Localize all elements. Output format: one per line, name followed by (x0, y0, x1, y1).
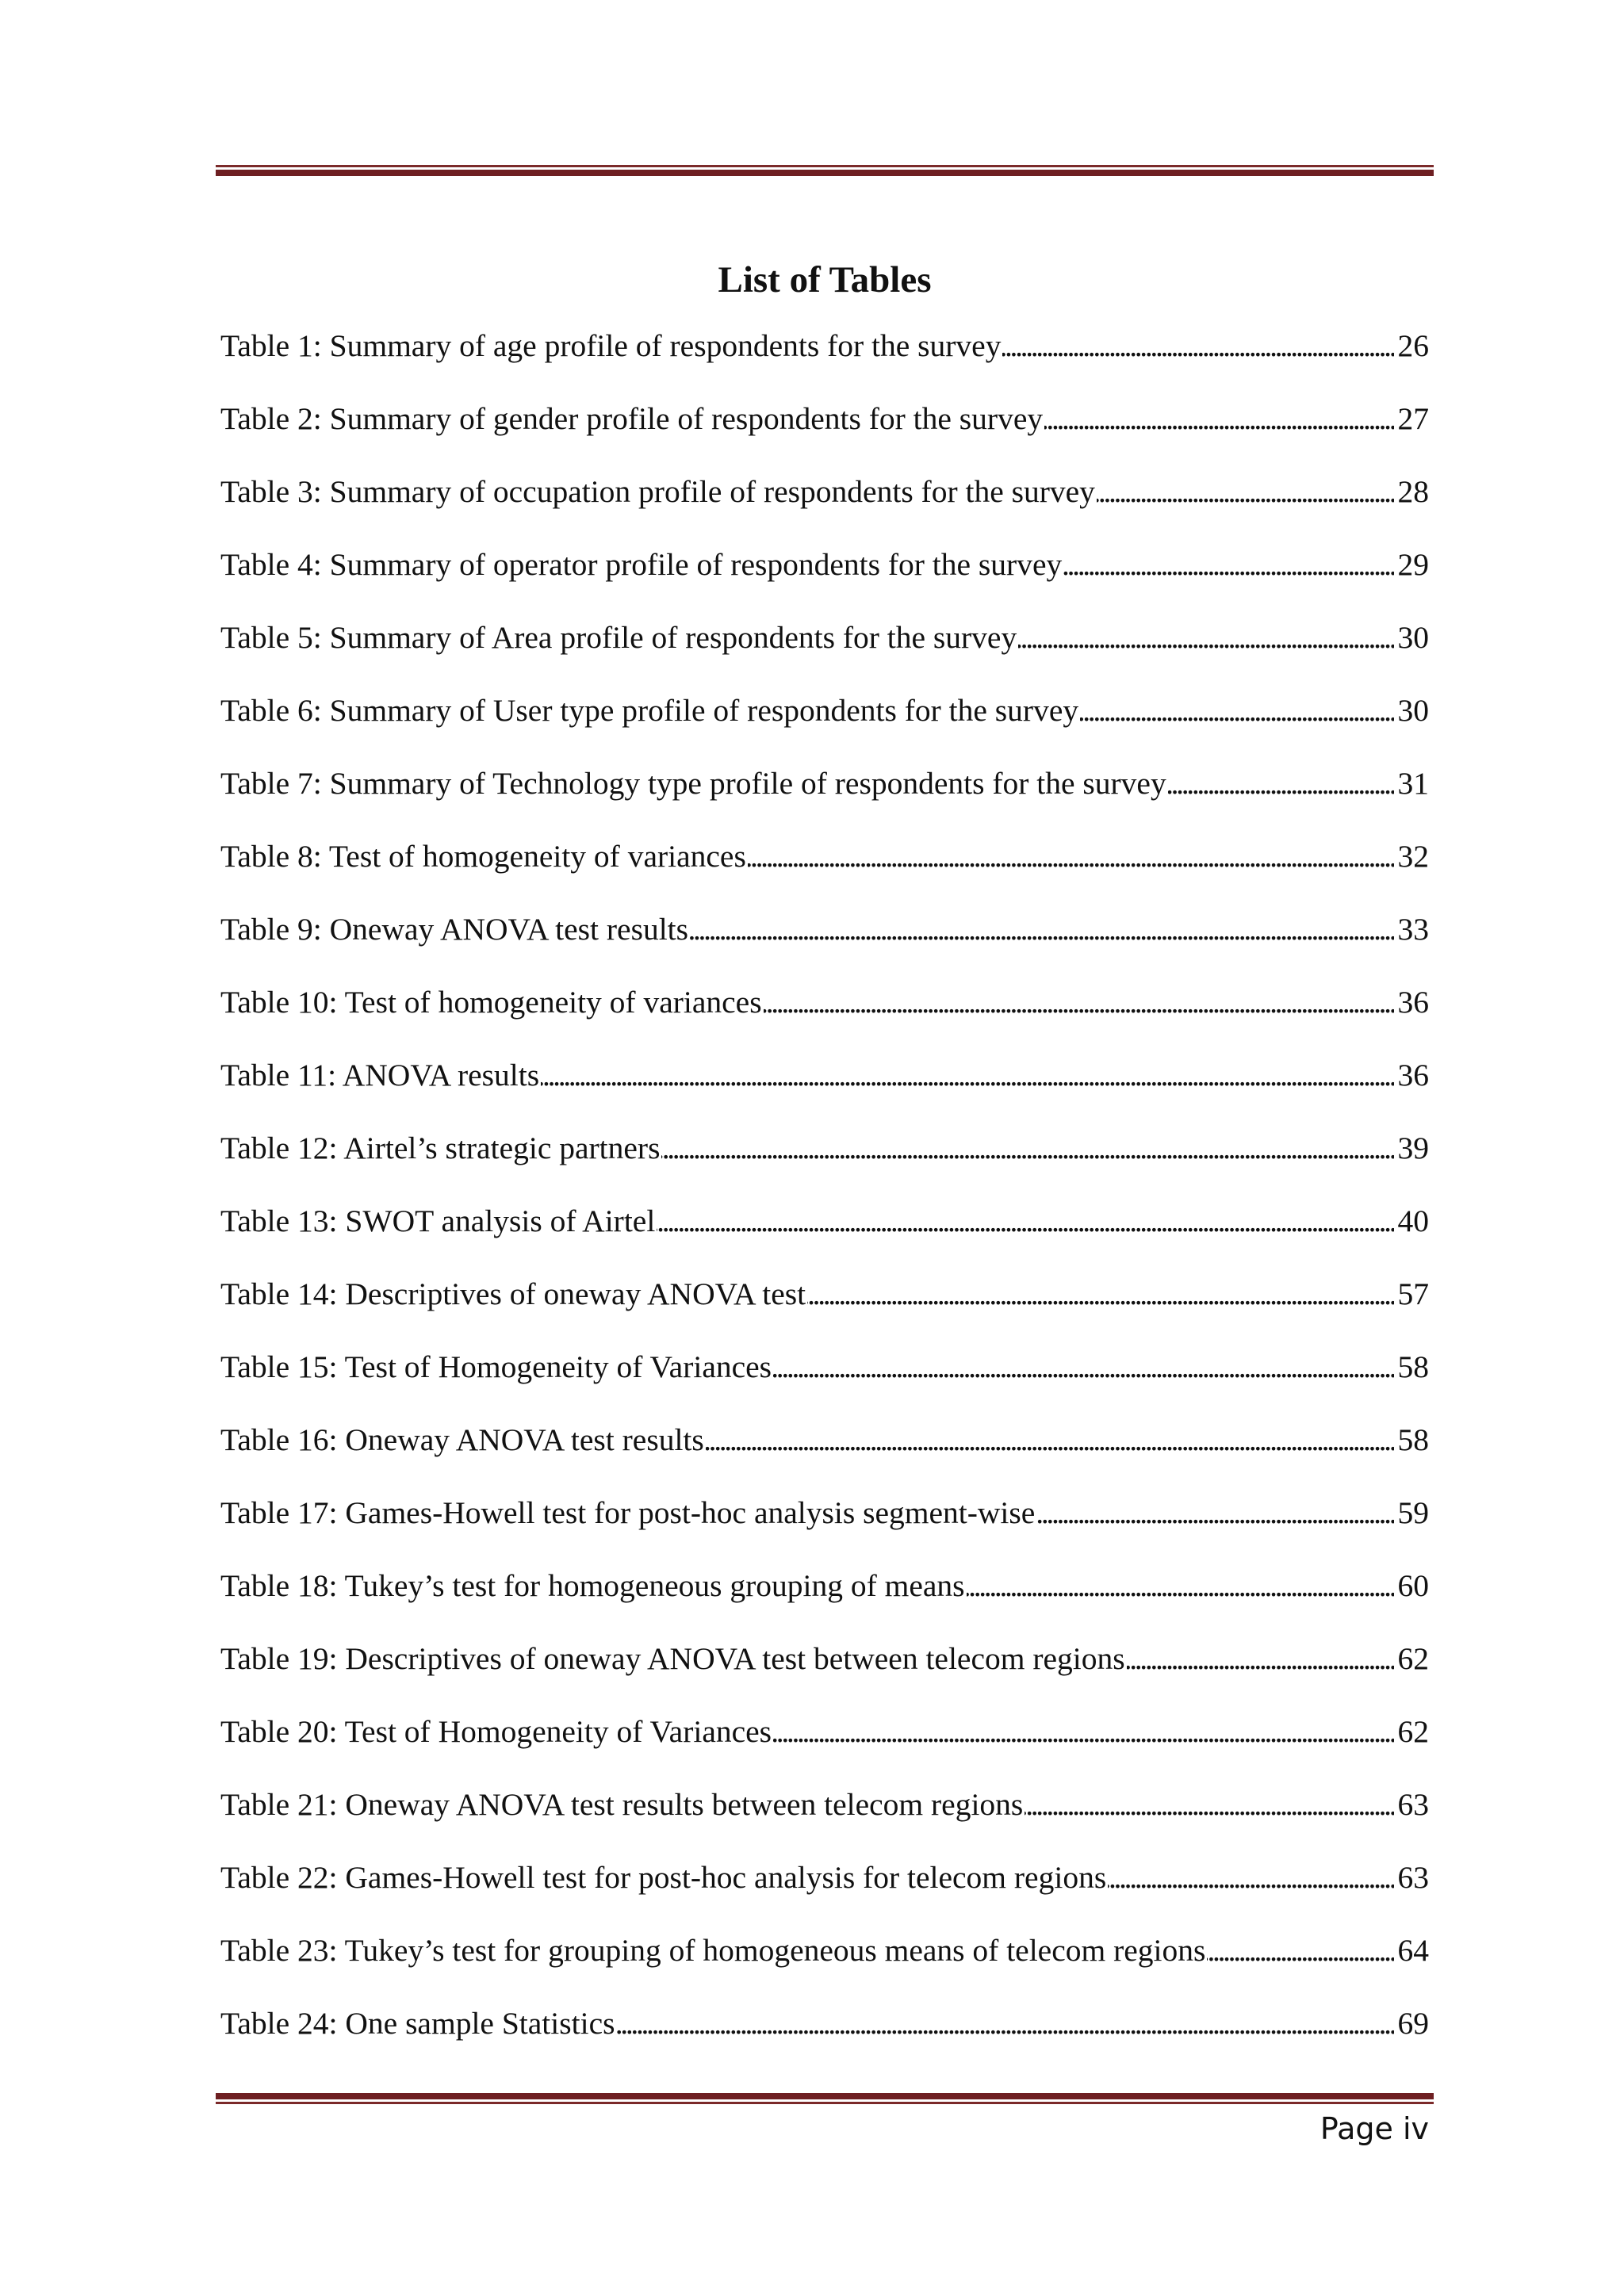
toc-entry[interactable] (220, 1695, 1429, 1768)
toc-entry-page-number: 33 (1397, 912, 1429, 947)
toc-entry-page-number: 29 (1397, 547, 1429, 582)
header-rule-thick-line (216, 170, 1434, 176)
toc-entry-page-number: 64 (1397, 1933, 1429, 1968)
page-number-footer: Page iv (1320, 2111, 1429, 2146)
toc-dot-leader (807, 1274, 1394, 1314)
toc-entry-page-number: 30 (1397, 620, 1429, 655)
toc-entry-page-number: 58 (1397, 1349, 1429, 1384)
toc-dot-leader (1036, 1493, 1394, 1533)
toc-entry[interactable] (220, 747, 1429, 820)
toc-entry-page-number: 26 (1397, 328, 1429, 363)
toc-entry-label: Table 17: Games-Howell test for post-hoc analysis segment-wise (220, 1495, 1036, 1530)
toc-dot-leader (1002, 326, 1394, 365)
toc-entry-label: Table 19: Descriptives of oneway ANOVA test between telecom regions (220, 1641, 1125, 1676)
toc-dot-leader (657, 1201, 1394, 1241)
toc-dot-leader (1063, 545, 1394, 584)
toc-entry-page-number: 62 (1397, 1714, 1429, 1749)
toc-entry-label: Table 14: Descriptives of oneway ANOVA test (220, 1276, 806, 1311)
toc-entry-page-number: 58 (1397, 1422, 1429, 1457)
toc-entry-page-number: 62 (1397, 1641, 1429, 1676)
toc-dot-leader (661, 1128, 1394, 1168)
toc-entry[interactable] (220, 455, 1429, 528)
footer-rule (216, 2093, 1434, 2106)
toc-dot-leader (541, 1055, 1394, 1095)
toc-dot-leader (690, 909, 1394, 949)
toc-entry[interactable] (220, 1112, 1429, 1184)
toc-entry-page-number: 57 (1397, 1276, 1429, 1311)
toc-entry[interactable] (220, 1914, 1429, 1987)
footer-rule-thin-line (216, 2102, 1434, 2104)
toc-entry-page-number: 28 (1397, 474, 1429, 509)
toc-entry-label: Table 9: Oneway ANOVA test results (220, 912, 689, 947)
toc-entry-page-number: 39 (1397, 1131, 1429, 1165)
toc-entry-label: Table 6: Summary of User type profile of respondents for the survey (220, 693, 1079, 728)
toc-entry[interactable] (220, 1257, 1429, 1330)
toc-entry[interactable] (220, 1622, 1429, 1695)
toc-dot-leader (1025, 1785, 1394, 1824)
toc-entry-page-number: 60 (1397, 1568, 1429, 1603)
header-rule-thin-line (216, 165, 1434, 167)
toc-entry[interactable] (220, 893, 1429, 966)
toc-entry-page-number: 36 (1397, 1058, 1429, 1093)
toc-dot-leader (773, 1712, 1394, 1751)
toc-entry-label: Table 4: Summary of operator profile of respondents for the survey (220, 547, 1063, 582)
toc-entry-label: Table 3: Summary of occupation profile of respondents for the survey (220, 474, 1095, 509)
toc-entry-page-number: 63 (1397, 1860, 1429, 1895)
toc-entry[interactable] (220, 966, 1429, 1039)
toc-entry-page-number: 36 (1397, 985, 1429, 1020)
toc-entry[interactable] (220, 1330, 1429, 1403)
toc-dot-leader (616, 2003, 1394, 2043)
toc-dot-leader (1044, 399, 1394, 438)
toc-entry[interactable] (220, 1184, 1429, 1257)
toc-entry-label: Table 18: Tukey’s test for homogeneous grouping of means (220, 1568, 965, 1603)
toc-dot-leader (967, 1566, 1394, 1605)
toc-entry[interactable] (220, 1039, 1429, 1112)
header-rule (216, 165, 1434, 178)
toc-entry-label: Table 22: Games-Howell test for post-hoc analysis for telecom regions (220, 1860, 1107, 1895)
toc-entry-label: Table 8: Test of homogeneity of variances (220, 839, 746, 874)
toc-entry-page-number: 63 (1397, 1787, 1429, 1822)
toc-entry-label: Table 2: Summary of gender profile of respondents for the survey (220, 401, 1044, 436)
toc-dot-leader (1127, 1639, 1394, 1678)
toc-entry-page-number: 40 (1397, 1203, 1429, 1238)
toc-entry[interactable] (220, 674, 1429, 747)
toc-dot-leader (1097, 472, 1394, 511)
toc-dot-leader (1080, 691, 1394, 730)
toc-entry-label: Table 11: ANOVA results (220, 1058, 540, 1093)
toc-entry[interactable] (220, 1841, 1429, 1914)
toc-dot-leader (748, 836, 1394, 876)
toc-dot-leader (1018, 618, 1394, 657)
toc-entry[interactable] (220, 820, 1429, 893)
toc-entry[interactable] (220, 1549, 1429, 1622)
toc-dot-leader (764, 982, 1394, 1022)
toc-entry-label: Table 16: Oneway ANOVA test results (220, 1422, 704, 1457)
toc-entry-label: Table 13: SWOT analysis of Airtel (220, 1203, 656, 1238)
toc-entry[interactable] (220, 528, 1429, 601)
toc-dot-leader (706, 1420, 1394, 1460)
toc-dot-leader (1168, 763, 1394, 803)
toc-entry-label: Table 24: One sample Statistics (220, 2006, 615, 2041)
toc-entry-page-number: 30 (1397, 693, 1429, 728)
toc-entry-label: Table 20: Test of Homogeneity of Variances (220, 1714, 772, 1749)
toc-entry-label: Table 7: Summary of Technology type profile of respondents for the survey (220, 766, 1166, 801)
toc-entry-page-number: 32 (1397, 839, 1429, 874)
toc-entry[interactable] (220, 601, 1429, 674)
toc-entry[interactable] (220, 309, 1429, 382)
toc-entry-label: Table 10: Test of homogeneity of variances (220, 985, 762, 1020)
toc-dot-leader (1207, 1931, 1394, 1970)
toc-entry[interactable] (220, 1768, 1429, 1841)
footer-rule-thick-line (216, 2093, 1434, 2099)
toc-entry[interactable] (220, 1987, 1429, 2060)
toc-entry-label: Table 12: Airtel’s strategic partners (220, 1131, 661, 1165)
toc-entry[interactable] (220, 382, 1429, 455)
toc-entry-page-number: 31 (1397, 766, 1429, 801)
page-title: List of Tables (718, 259, 932, 301)
toc-entry-page-number: 27 (1397, 401, 1429, 436)
toc-dot-leader (773, 1347, 1394, 1387)
toc-dot-leader (1108, 1858, 1394, 1897)
toc-entry[interactable] (220, 1403, 1429, 1476)
toc-entry-label: Table 5: Summary of Area profile of respondents for the survey (220, 620, 1017, 655)
toc-entry[interactable] (220, 1476, 1429, 1549)
toc-entry-page-number: 69 (1397, 2006, 1429, 2041)
toc-entry-label: Table 15: Test of Homogeneity of Variances (220, 1349, 772, 1384)
toc-entry-page-number: 59 (1397, 1495, 1429, 1530)
toc-entry-label: Table 23: Tukey’s test for grouping of homogeneous means of telecom regions (220, 1933, 1206, 1968)
toc-entry-label: Table 21: Oneway ANOVA test results between telecom regions (220, 1787, 1024, 1822)
list-of-tables (220, 309, 1429, 2060)
toc-entry-label: Table 1: Summary of age profile of respondents for the survey (220, 328, 1002, 363)
